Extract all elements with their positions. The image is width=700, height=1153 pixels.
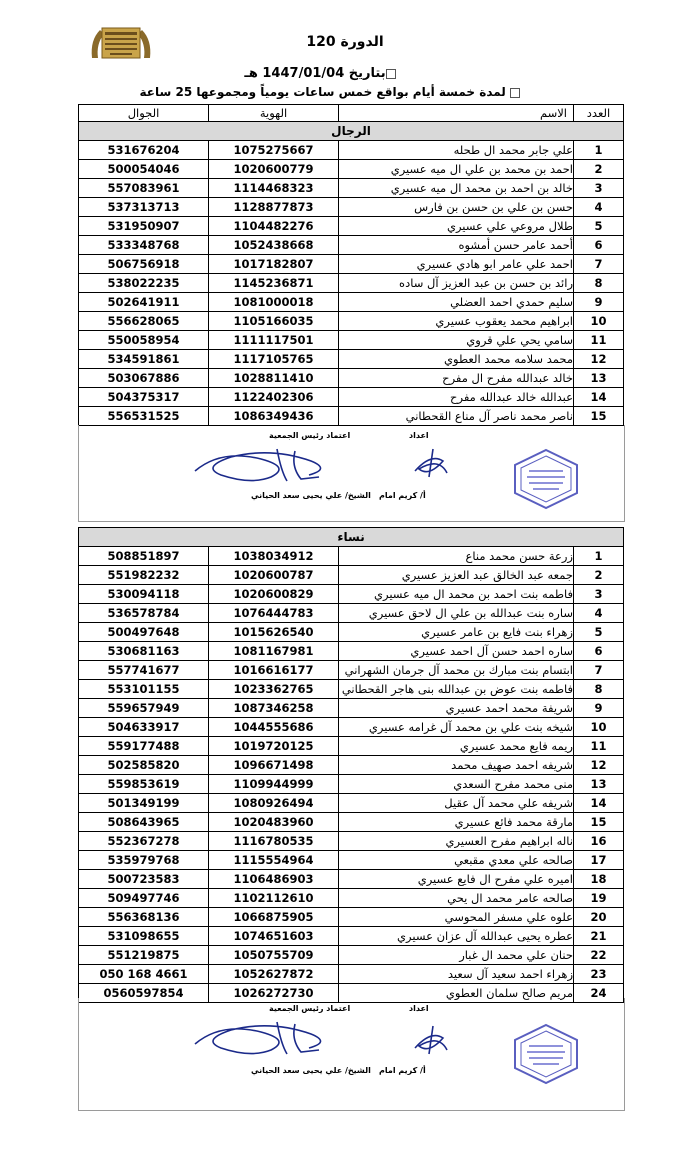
id-cell: 1038034912 [209, 547, 339, 566]
checkbox-icon [510, 88, 520, 98]
table-row [79, 946, 624, 965]
approval-label: اعتماد رئيس الجمعية [269, 1004, 351, 1013]
number-cell: 1 [574, 547, 624, 566]
mobile-cell: 501349199 [79, 794, 209, 813]
table-row [79, 851, 624, 870]
women-section-title: نساء [79, 528, 624, 547]
course-date [240, 66, 400, 81]
mobile-cell: 509497746 [79, 889, 209, 908]
table-row [79, 331, 624, 350]
mobile-cell: 553101155 [79, 680, 209, 699]
id-cell: 1019720125 [209, 737, 339, 756]
mobile-cell: 050 168 4661 [79, 965, 209, 984]
table-row [79, 623, 624, 642]
column-header-mobile: الجوال [79, 105, 209, 122]
mobile-cell: 508851897 [79, 547, 209, 566]
id-cell: 1109944999 [209, 775, 339, 794]
number-cell: 3 [574, 585, 624, 604]
id-cell: 1028811410 [209, 369, 339, 388]
number-cell: 13 [574, 775, 624, 794]
id-cell: 1020483960 [209, 813, 339, 832]
men-section-title: الرجال [79, 122, 624, 141]
id-cell: 1066875905 [209, 908, 339, 927]
id-cell: 1128877873 [209, 198, 339, 217]
association-stamp [509, 1022, 583, 1086]
table-row [79, 312, 624, 331]
preparer-name: أ/ كريم امام [379, 491, 426, 500]
number-cell: 7 [574, 661, 624, 680]
mobile-cell: 556368136 [79, 908, 209, 927]
name-cell: شريفة محمد احمد عسيري [339, 699, 574, 718]
id-cell: 1081000018 [209, 293, 339, 312]
number-cell: 9 [574, 293, 624, 312]
table-row [79, 160, 624, 179]
id-cell: 1111117501 [209, 331, 339, 350]
number-cell: 23 [574, 965, 624, 984]
name-cell: رائد بن حسن بن عبد العزيز آل ساده [339, 274, 574, 293]
table-row [79, 794, 624, 813]
id-cell: 1122402306 [209, 388, 339, 407]
mobile-cell: 508643965 [79, 813, 209, 832]
table-row [79, 680, 624, 699]
women-section-row [79, 528, 624, 547]
number-cell: 18 [574, 870, 624, 889]
name-cell: صالحه علي معدي مقبعي [339, 851, 574, 870]
name-cell: ابراهيم محمد يعقوب عسيري [339, 312, 574, 331]
id-cell: 1076444783 [209, 604, 339, 623]
mobile-cell: 531950907 [79, 217, 209, 236]
table-row [79, 832, 624, 851]
id-cell: 1015626540 [209, 623, 339, 642]
id-cell: 1105166035 [209, 312, 339, 331]
chairman-name: الشيخ/ علي يحيى سعد الحياني [251, 491, 371, 500]
chairman-name: الشيخ/ علي يحيى سعد الحياني [251, 1066, 371, 1075]
mobile-cell: 530094118 [79, 585, 209, 604]
mobile-cell: 551219875 [79, 946, 209, 965]
table-row [79, 369, 624, 388]
name-cell: خالد عبدالله مفرح ال مفرح [339, 369, 574, 388]
mobile-cell: 538022235 [79, 274, 209, 293]
mobile-cell: 531676204 [79, 141, 209, 160]
mobile-cell: 537313713 [79, 198, 209, 217]
number-cell: 19 [574, 889, 624, 908]
table-row [79, 179, 624, 198]
name-cell: ساره احمد حسن آل احمد عسيري [339, 642, 574, 661]
id-cell: 1020600787 [209, 566, 339, 585]
number-cell: 3 [574, 179, 624, 198]
number-cell: 2 [574, 160, 624, 179]
name-cell: أحمد عامر حسن أمشوه [339, 236, 574, 255]
name-cell: ابتسام بنت مبارك بن محمد آل جرمان الشهراني [339, 661, 574, 680]
name-cell: جمعه عبد الخالق عبد العزيز عسيري [339, 566, 574, 585]
table-row [79, 236, 624, 255]
mobile-cell: 504375317 [79, 388, 209, 407]
column-header-number: العدد [574, 105, 624, 122]
name-cell: خالد بن احمد بن محمد ال ميه عسيري [339, 179, 574, 198]
chairman-signature [191, 1014, 341, 1060]
name-cell: زرعة حسن محمد مناع [339, 547, 574, 566]
mobile-cell: 530681163 [79, 642, 209, 661]
women-table [78, 527, 624, 1003]
id-cell: 1116780535 [209, 832, 339, 851]
name-cell: شريفه علي محمد آل عقيل [339, 794, 574, 813]
course-title: الدورة 120 [306, 34, 384, 50]
table-row [79, 566, 624, 585]
number-cell: 4 [574, 604, 624, 623]
number-cell: 15 [574, 407, 624, 426]
mobile-cell: 502585820 [79, 756, 209, 775]
id-cell: 1023362765 [209, 680, 339, 699]
table-row [79, 585, 624, 604]
course-duration [139, 85, 520, 99]
id-cell: 1020600779 [209, 160, 339, 179]
id-cell: 1096671498 [209, 756, 339, 775]
id-cell: 1114468323 [209, 179, 339, 198]
name-cell: منى محمد مفرح السعدي [339, 775, 574, 794]
id-cell: 1102112610 [209, 889, 339, 908]
name-cell: مارقة محمد فائع عسيري [339, 813, 574, 832]
table-row [79, 661, 624, 680]
number-cell: 24 [574, 984, 624, 1003]
name-cell: ريمه فايع محمد عسيري [339, 737, 574, 756]
table-row [79, 642, 624, 661]
preparer-signature [409, 1020, 453, 1060]
mobile-cell: 0560597854 [79, 984, 209, 1003]
name-cell: احمد بن محمد بن علي ال ميه عسيري [339, 160, 574, 179]
name-cell: صالحه عامر محمد ال يحي [339, 889, 574, 908]
name-cell: اميره علي مفرح ال فايع عسيري [339, 870, 574, 889]
id-cell: 1075275667 [209, 141, 339, 160]
table-row [79, 407, 624, 426]
id-cell: 1117105765 [209, 350, 339, 369]
checkbox-icon [386, 69, 396, 79]
mobile-cell: 559657949 [79, 699, 209, 718]
mobile-cell: 500054046 [79, 160, 209, 179]
number-cell: 4 [574, 198, 624, 217]
name-cell: ساره بنت عبدالله بن علي ال لاحق عسيري [339, 604, 574, 623]
id-cell: 1074651603 [209, 927, 339, 946]
number-cell: 5 [574, 623, 624, 642]
mobile-cell: 534591861 [79, 350, 209, 369]
mobile-cell: 536578784 [79, 604, 209, 623]
number-cell: 13 [574, 369, 624, 388]
id-cell: 1106486903 [209, 870, 339, 889]
number-cell: 10 [574, 718, 624, 737]
id-cell: 1086349436 [209, 407, 339, 426]
number-cell: 12 [574, 350, 624, 369]
id-cell: 1052438668 [209, 236, 339, 255]
name-cell: عبدالله خالد عبدالله مفرح [339, 388, 574, 407]
id-cell: 1017182807 [209, 255, 339, 274]
table-row [79, 775, 624, 794]
table-row [79, 350, 624, 369]
number-cell: 8 [574, 274, 624, 293]
name-cell: ناصر محمد ناصر آل مناع القحطاني [339, 407, 574, 426]
mobile-cell: 552367278 [79, 832, 209, 851]
mobile-cell: 550058954 [79, 331, 209, 350]
table-row [79, 217, 624, 236]
name-cell: ناله ابراهيم مفرح العسيري [339, 832, 574, 851]
number-cell: 20 [574, 908, 624, 927]
name-cell: زهراء بنت فايع بن عامر عسيري [339, 623, 574, 642]
prepared-label: اعداد [409, 1004, 429, 1013]
number-cell: 22 [574, 946, 624, 965]
prepared-label: اعداد [409, 431, 429, 440]
men-table [78, 104, 624, 426]
number-cell: 7 [574, 255, 624, 274]
table-row [79, 889, 624, 908]
name-cell: طلال مروعي علي عسيري [339, 217, 574, 236]
number-cell: 12 [574, 756, 624, 775]
table-row [79, 927, 624, 946]
id-cell: 1026272730 [209, 984, 339, 1003]
table-row [79, 870, 624, 889]
name-cell: علوه علي مسفر المحوسي [339, 908, 574, 927]
table-row [79, 965, 624, 984]
number-cell: 2 [574, 566, 624, 585]
name-cell: فاطمه بنت احمد بن محمد ال ميه عسيري [339, 585, 574, 604]
name-cell: سليم حمدي احمد العضلي [339, 293, 574, 312]
mobile-cell: 535979768 [79, 851, 209, 870]
mobile-cell: 557741677 [79, 661, 209, 680]
table-row [79, 293, 624, 312]
id-cell: 1081167981 [209, 642, 339, 661]
table-header-row [79, 105, 624, 122]
number-cell: 17 [574, 851, 624, 870]
name-cell: مريم صالح سلمان العطوي [339, 984, 574, 1003]
name-cell: سامي يحي علي قروي [339, 331, 574, 350]
id-cell: 1050755709 [209, 946, 339, 965]
name-cell: احمد علي عامر ابو هادي عسيري [339, 255, 574, 274]
name-cell: علي جابر محمد ال طحله [339, 141, 574, 160]
men-section-row [79, 122, 624, 141]
id-cell: 1104482276 [209, 217, 339, 236]
id-cell: 1080926494 [209, 794, 339, 813]
table-row [79, 908, 624, 927]
table-row [79, 813, 624, 832]
men-signature-box [78, 425, 625, 522]
name-cell: شريفه احمد صهيف محمد [339, 756, 574, 775]
column-header-name: الاسم [339, 105, 574, 122]
mobile-cell: 500497648 [79, 623, 209, 642]
mobile-cell: 557083961 [79, 179, 209, 198]
mobile-cell: 556531525 [79, 407, 209, 426]
number-cell: 14 [574, 794, 624, 813]
table-row [79, 604, 624, 623]
number-cell: 16 [574, 832, 624, 851]
mobile-cell: 531098655 [79, 927, 209, 946]
mobile-cell: 533348768 [79, 236, 209, 255]
name-cell: حسن بن علي بن حسن بن فارس [339, 198, 574, 217]
id-cell: 1115554964 [209, 851, 339, 870]
name-cell: عطره يحيى عبدالله آل عزان عسيري [339, 927, 574, 946]
name-cell: فاطمه بنت عوض بن عبدالله بنى هاجر القحطاني [339, 680, 574, 699]
number-cell: 8 [574, 680, 624, 699]
id-cell: 1145236871 [209, 274, 339, 293]
table-row [79, 255, 624, 274]
mobile-cell: 556628065 [79, 312, 209, 331]
id-cell: 1087346258 [209, 699, 339, 718]
id-cell: 1020600829 [209, 585, 339, 604]
name-cell: شيخه بنت علي بن محمد آل غرامه عسيري [339, 718, 574, 737]
number-cell: 15 [574, 813, 624, 832]
number-cell: 9 [574, 699, 624, 718]
preparer-name: أ/ كريم امام [379, 1066, 426, 1075]
mobile-cell: 506756918 [79, 255, 209, 274]
table-row [79, 756, 624, 775]
table-row [79, 547, 624, 566]
table-row [79, 699, 624, 718]
table-row [79, 737, 624, 756]
table-row [79, 198, 624, 217]
column-header-id: الهوية [209, 105, 339, 122]
number-cell: 11 [574, 331, 624, 350]
date-text: بتاريخ 1447/01/04 هـ [244, 66, 386, 81]
name-cell: محمد سلامه محمد العطوي [339, 350, 574, 369]
number-cell: 1 [574, 141, 624, 160]
name-cell: زهراء احمد سعيد آل سعيد [339, 965, 574, 984]
mobile-cell: 551982232 [79, 566, 209, 585]
table-row [79, 274, 624, 293]
number-cell: 6 [574, 642, 624, 661]
number-cell: 10 [574, 312, 624, 331]
duration-text: لمدة خمسة أيام بواقع خمس ساعات يومياً ومجموعها 25 ساعة [139, 85, 506, 99]
name-cell: حنان علي محمد ال غبار [339, 946, 574, 965]
id-cell: 1016616177 [209, 661, 339, 680]
table-row [79, 718, 624, 737]
association-logo [86, 24, 156, 62]
number-cell: 5 [574, 217, 624, 236]
approval-label: اعتماد رئيس الجمعية [269, 431, 351, 440]
chairman-signature [191, 441, 341, 487]
number-cell: 14 [574, 388, 624, 407]
table-row [79, 141, 624, 160]
preparer-signature [409, 443, 453, 483]
mobile-cell: 500723583 [79, 870, 209, 889]
association-stamp [509, 447, 583, 511]
id-cell: 1044555686 [209, 718, 339, 737]
mobile-cell: 504633917 [79, 718, 209, 737]
mobile-cell: 559853619 [79, 775, 209, 794]
table-row [79, 388, 624, 407]
number-cell: 21 [574, 927, 624, 946]
number-cell: 6 [574, 236, 624, 255]
mobile-cell: 559177488 [79, 737, 209, 756]
women-signature-box [78, 998, 625, 1111]
mobile-cell: 502641911 [79, 293, 209, 312]
mobile-cell: 503067886 [79, 369, 209, 388]
number-cell: 11 [574, 737, 624, 756]
id-cell: 1052627872 [209, 965, 339, 984]
